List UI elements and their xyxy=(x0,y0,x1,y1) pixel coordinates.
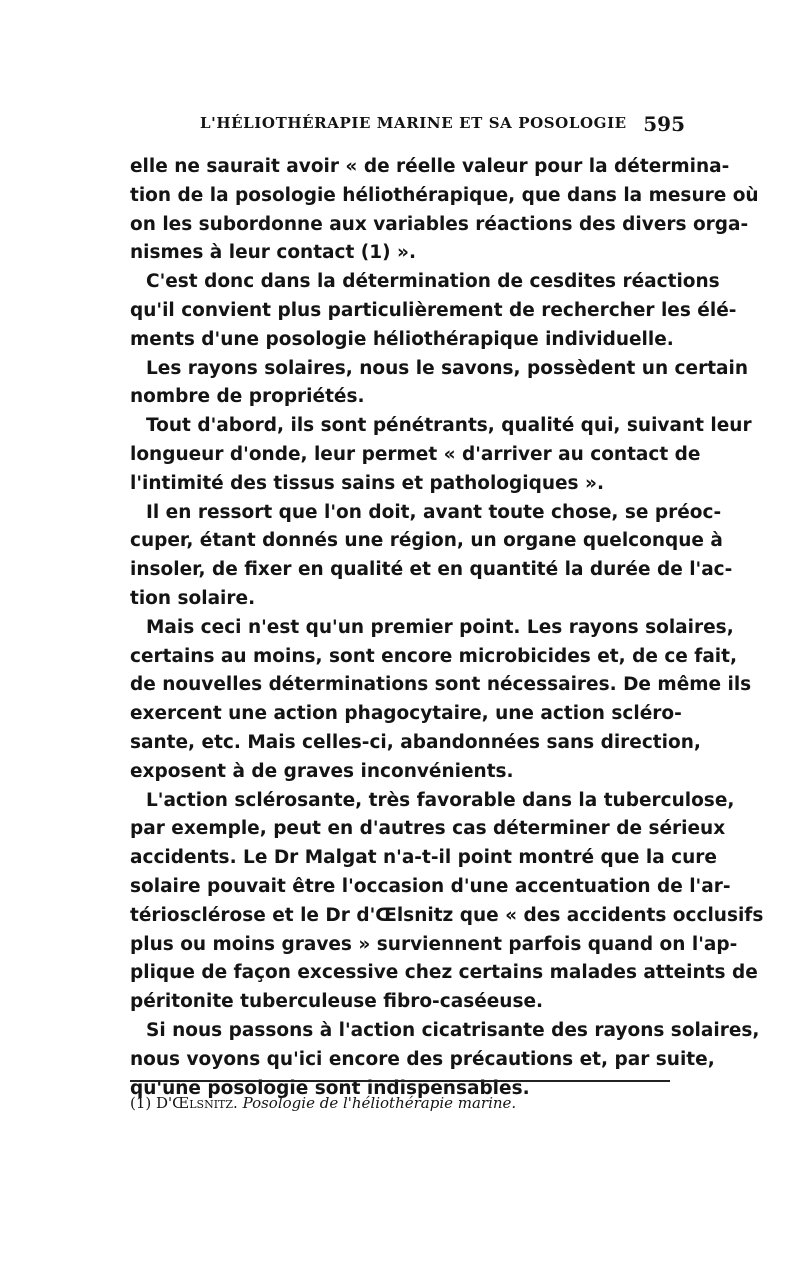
text-line: cuper, étant donnés une région, un organe quelconque à xyxy=(130,530,723,552)
text-line: Les rayons solaires, nous le savons, possèdent un certain xyxy=(146,357,749,379)
text-line: tion solaire. xyxy=(130,587,256,609)
text-line: solaire pouvait être l'occasion d'une accentuation de l'ar- xyxy=(130,875,731,897)
footnote-author: D'Œlsnitz. xyxy=(156,1094,238,1112)
text-line: qu'une posologie sont indispensables. xyxy=(130,1077,530,1099)
footnote-number: (1) xyxy=(130,1094,152,1112)
page-number: 595 xyxy=(643,112,685,136)
text-line: par exemple, peut en d'autres cas déterminer de sérieux xyxy=(130,818,726,840)
text-line: nombre de propriétés. xyxy=(130,386,365,408)
text-line: qu'il convient plus particulièrement de rechercher les élé- xyxy=(130,299,737,321)
text-line: C'est donc dans la détermination de cesdites réactions xyxy=(146,271,720,293)
text-line: accidents. Le Dr Malgat n'a-t-il point montré que la cure xyxy=(130,847,717,869)
text-line: insoler, de fixer en qualité et en quantité la durée de l'ac- xyxy=(130,559,733,581)
text-line: elle ne saurait avoir « de réelle valeur pour la détermina- xyxy=(130,156,730,177)
text-line: de nouvelles déterminations sont nécessaires. De même ils xyxy=(130,674,752,696)
text-line: plique de façon excessive chez certains malades atteints de xyxy=(130,962,758,984)
text-line: Il en ressort que l'on doit, avant toute chose, se préoc- xyxy=(146,501,722,523)
text-line: nous voyons qu'ici encore des précautions et, par suite, xyxy=(130,1048,715,1070)
text-line: exercent une action phagocytaire, une action scléro- xyxy=(130,703,682,725)
text-line: exposent à de graves inconvénients. xyxy=(130,760,514,782)
running-head xyxy=(125,114,685,138)
text-line: l'intimité des tissus sains et pathologiques ». xyxy=(130,472,604,494)
text-line: Mais ceci n'est qu'un premier point. Les rayons solaires, xyxy=(146,616,734,638)
text-line: sante, etc. Mais celles-ci, abandonnées sans direction, xyxy=(130,731,701,753)
footnote-title: Posologie de l'héliothérapie marine. xyxy=(242,1094,517,1112)
running-title: L'HÉLIOTHÉRAPIE MARINE ET SA POSOLOGIE xyxy=(200,114,627,132)
text-line: Tout d'abord, ils sont pénétrants, qualité qui, suivant leur xyxy=(146,415,752,437)
text-line: L'action sclérosante, très favorable dans la tuberculose, xyxy=(146,789,735,811)
text-line: on les subordonne aux variables réactions des divers orga- xyxy=(130,213,749,235)
text-line: péritonite tuberculeuse fibro-caséeuse. xyxy=(130,991,544,1013)
text-line: tion de la posologie héliothérapique, que dans la mesure où xyxy=(130,184,759,206)
footnote xyxy=(130,1094,675,1112)
text-line: ments d'une posologie héliothérapique individuelle. xyxy=(130,328,674,350)
body-text xyxy=(130,153,764,1103)
text-line: tériosclérose et le Dr d'Œlsnitz que « des accidents occlusifs xyxy=(130,904,764,926)
text-line: Si nous passons à l'action cicatrisante des rayons solaires, xyxy=(146,1019,760,1041)
text-line: nismes à leur contact (1) ». xyxy=(130,242,416,264)
text-line: longueur d'onde, leur permet « d'arriver au contact de xyxy=(130,443,701,465)
text-line: certains au moins, sont encore microbicides et, de ce fait, xyxy=(130,645,738,667)
text-line: plus ou moins graves » surviennent parfois quand on l'ap- xyxy=(130,933,738,955)
footnote-divider xyxy=(130,1080,670,1082)
